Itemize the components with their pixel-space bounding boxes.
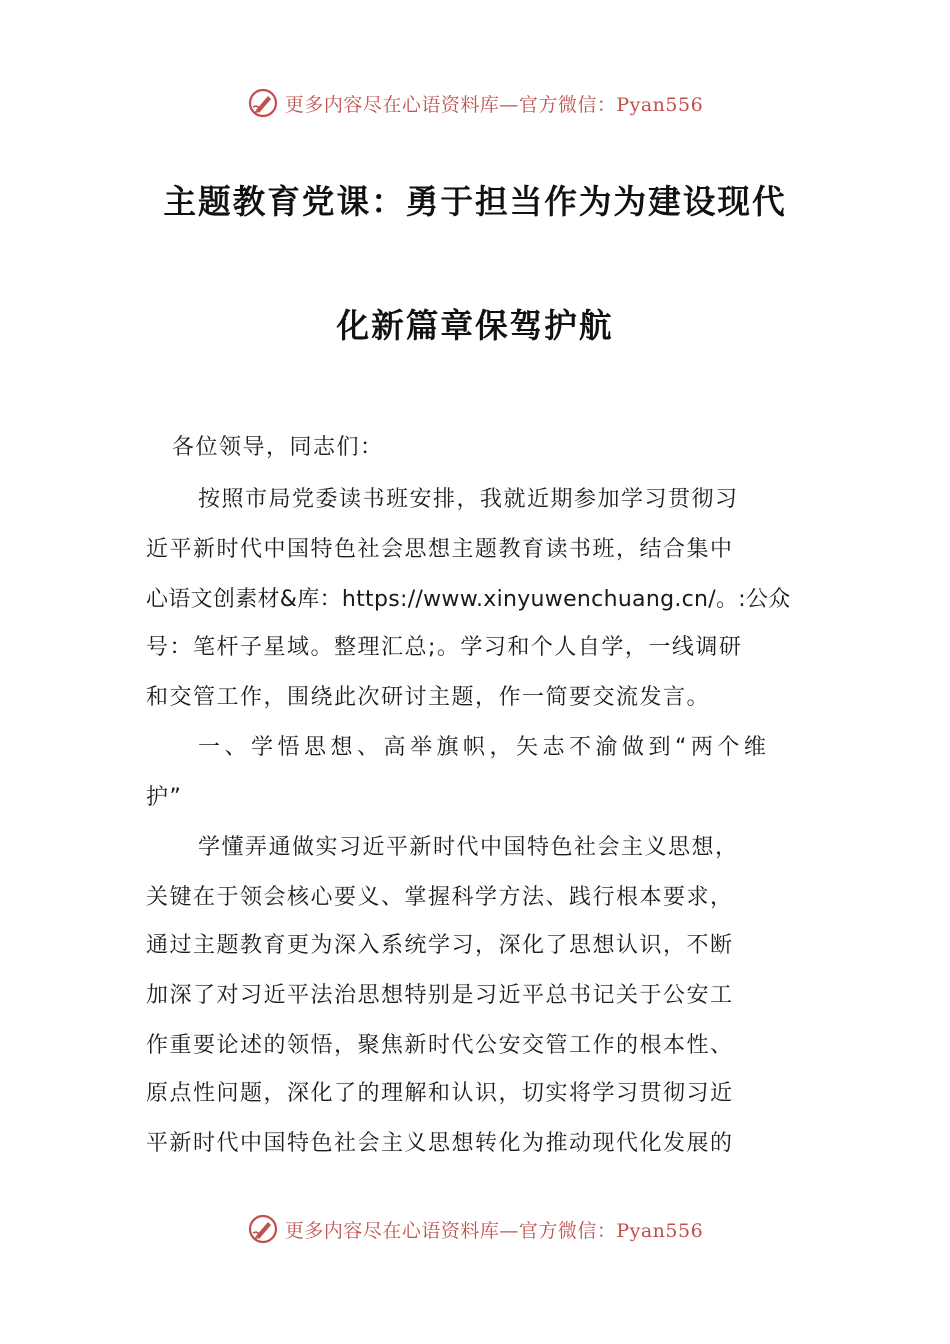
document-title-line-1: 主题教育党课：勇于担当作为为建设现代	[163, 182, 787, 221]
paragraph-line: 号：笔杆子星域。整理汇总;。学习和个人自学，一线调研	[146, 635, 743, 660]
watermark-text: 更多内容尽在心语资料库—官方微信：Pyan556	[284, 1219, 704, 1242]
greeting: 各位领导，同志们：	[172, 435, 384, 460]
header-watermark	[0, 86, 950, 120]
section-heading: 一、学悟思想、高举旗帜，矢志不渝做到“两个维	[198, 735, 771, 760]
paragraph-line: 平新时代中国特色社会主义思想转化为推动现代化发展的	[146, 1131, 734, 1156]
document-title-line-2: 化新篇章保驾护航	[336, 306, 614, 345]
paragraph-line: 原点性问题，深化了的理解和认识，切实将学习贯彻习近	[146, 1081, 734, 1106]
paragraph-line: 通过主题教育更为深入系统学习，深化了思想认识，不断	[146, 933, 734, 958]
paragraph-line: 近平新时代中国特色社会思想主题教育读书班，结合集中	[146, 537, 734, 562]
paragraph-line: 关键在于领会核心要义、掌握科学方法、践行根本要求，	[146, 885, 734, 910]
paragraph-line: 加深了对习近平法治思想特别是习近平总书记关于公安工	[146, 983, 734, 1008]
pen-logo-icon	[247, 1213, 279, 1245]
paragraph-line: 心语文创素材&库：https://www.xinyuwenchuang.cn/。:公众	[146, 587, 791, 612]
watermark-text: 更多内容尽在心语资料库—官方微信：Pyan556	[284, 93, 704, 116]
paragraph-line: 作重要论述的领悟，聚焦新时代公安交管工作的根本性、	[146, 1033, 734, 1058]
section-heading: 护”	[146, 785, 183, 810]
pen-logo-icon	[247, 87, 279, 119]
paragraph-line: 按照市局党委读书班安排，我就近期参加学习贯彻习	[198, 487, 739, 512]
paragraph-line: 和交管工作，围绕此次研讨主题，作一简要交流发言。	[146, 685, 711, 710]
footer-watermark	[0, 1212, 950, 1246]
paragraph-line: 学懂弄通做实习近平新时代中国特色社会主义思想，	[198, 835, 739, 860]
